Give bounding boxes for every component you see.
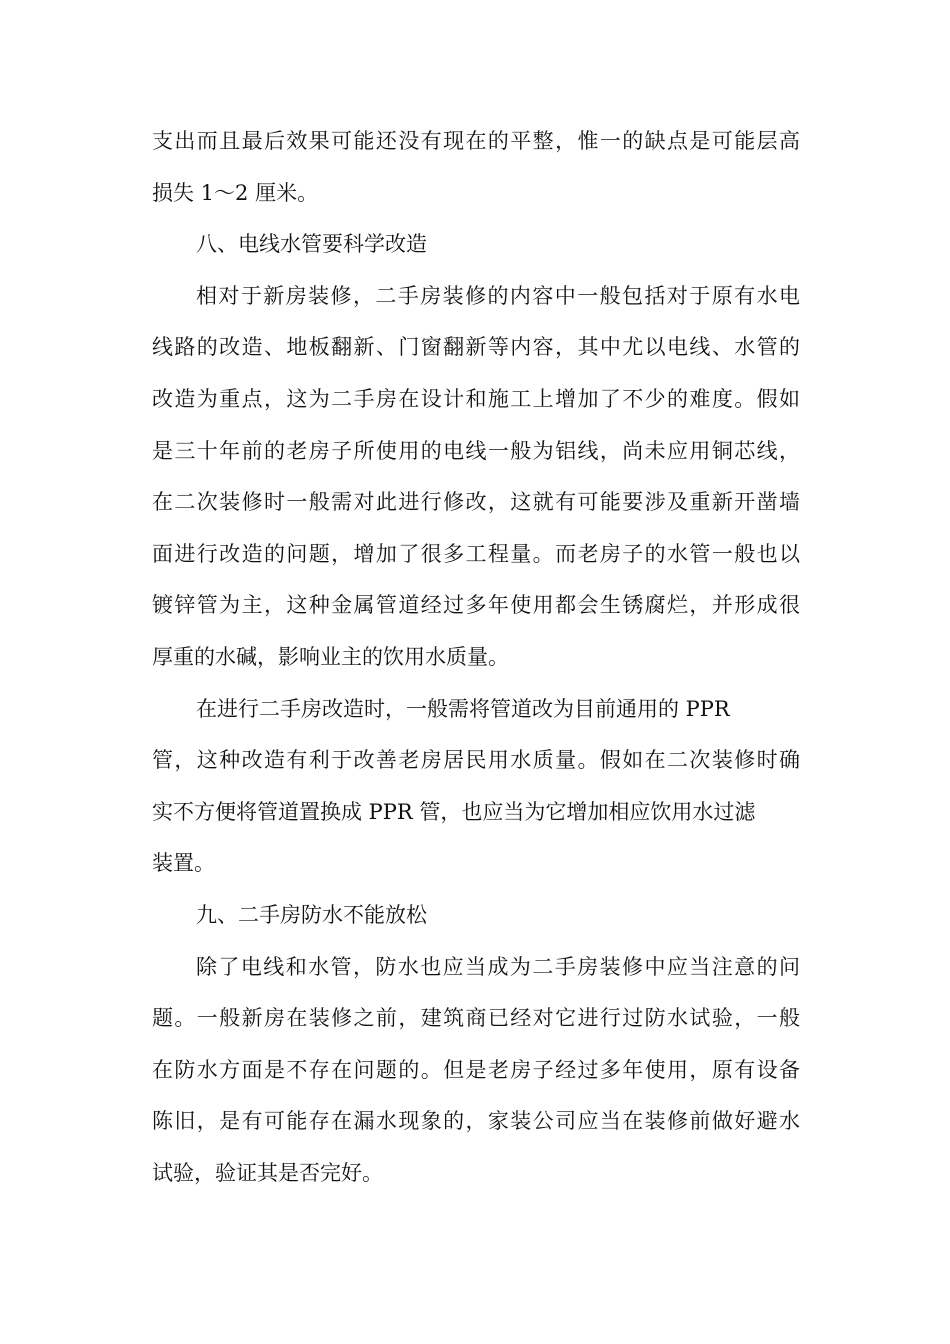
paragraph-intro-continuation (152, 116, 800, 219)
document-page (152, 116, 800, 1199)
paragraph-waterproof (152, 942, 800, 1200)
text-line: 改造为重点，这为二手房在设计和施工上增加了不少的难度。假如 (152, 386, 800, 411)
section-heading-8 (152, 219, 800, 271)
paragraph-ppr (152, 684, 800, 890)
text-line: 试验，验证其是否完好。 (152, 1160, 383, 1185)
text-line: 在二次装修时一般需对此进行修改，这就有可能要涉及重新开凿墙 (152, 490, 800, 515)
text-line: 陈旧，是有可能存在漏水现象的，家装公司应当在装修前做好避水 (152, 1109, 800, 1134)
text-line: 是三十年前的老房子所使用的电线一般为铝线，尚未应用铜芯线， (152, 438, 800, 463)
section-heading-9 (152, 890, 800, 942)
text-line: 面进行改造的问题，增加了很多工程量。而老房子的水管一般也以 (152, 541, 800, 566)
text-line: 管，这种改造有利于改善老房居民用水质量。假如在二次装修时确 (152, 748, 800, 773)
text-line: 相对于新房装修，二手房装修的内容中一般包括对于原有水电 (196, 283, 800, 308)
text-line: 实不方便将管道置换成 PPR 管，也应当为它增加相应饮用水过滤 (152, 799, 756, 824)
paragraph-wiring (152, 271, 800, 684)
heading-line: 九、二手房防水不能放松 (196, 902, 427, 927)
heading-line: 八、电线水管要科学改造 (196, 232, 427, 257)
text-line: 除了电线和水管，防水也应当成为二手房装修中应当注意的问 (196, 954, 800, 979)
text-line: 装置。 (152, 851, 215, 876)
text-line: 在防水方面是不存在问题的。但是老房子经过多年使用，原有设备 (152, 1057, 800, 1082)
text-line: 线路的改造、地板翻新、门窗翻新等内容，其中尤以电线、水管的 (152, 335, 800, 360)
text-line: 在进行二手房改造时，一般需将管道改为目前通用的 PPR (196, 696, 730, 721)
text-line: 损失 1～2 厘米。 (152, 180, 319, 205)
text-line: 厚重的水碱，影响业主的饮用水质量。 (152, 644, 509, 669)
text-line: 题。一般新房在装修之前，建筑商已经对它进行过防水试验，一般 (152, 1006, 800, 1031)
text-line: 支出而且最后效果可能还没有现在的平整，惟一的缺点是可能层高 (152, 129, 800, 153)
text-line: 镀锌管为主，这种金属管道经过多年使用都会生锈腐烂，并形成很 (152, 593, 800, 618)
